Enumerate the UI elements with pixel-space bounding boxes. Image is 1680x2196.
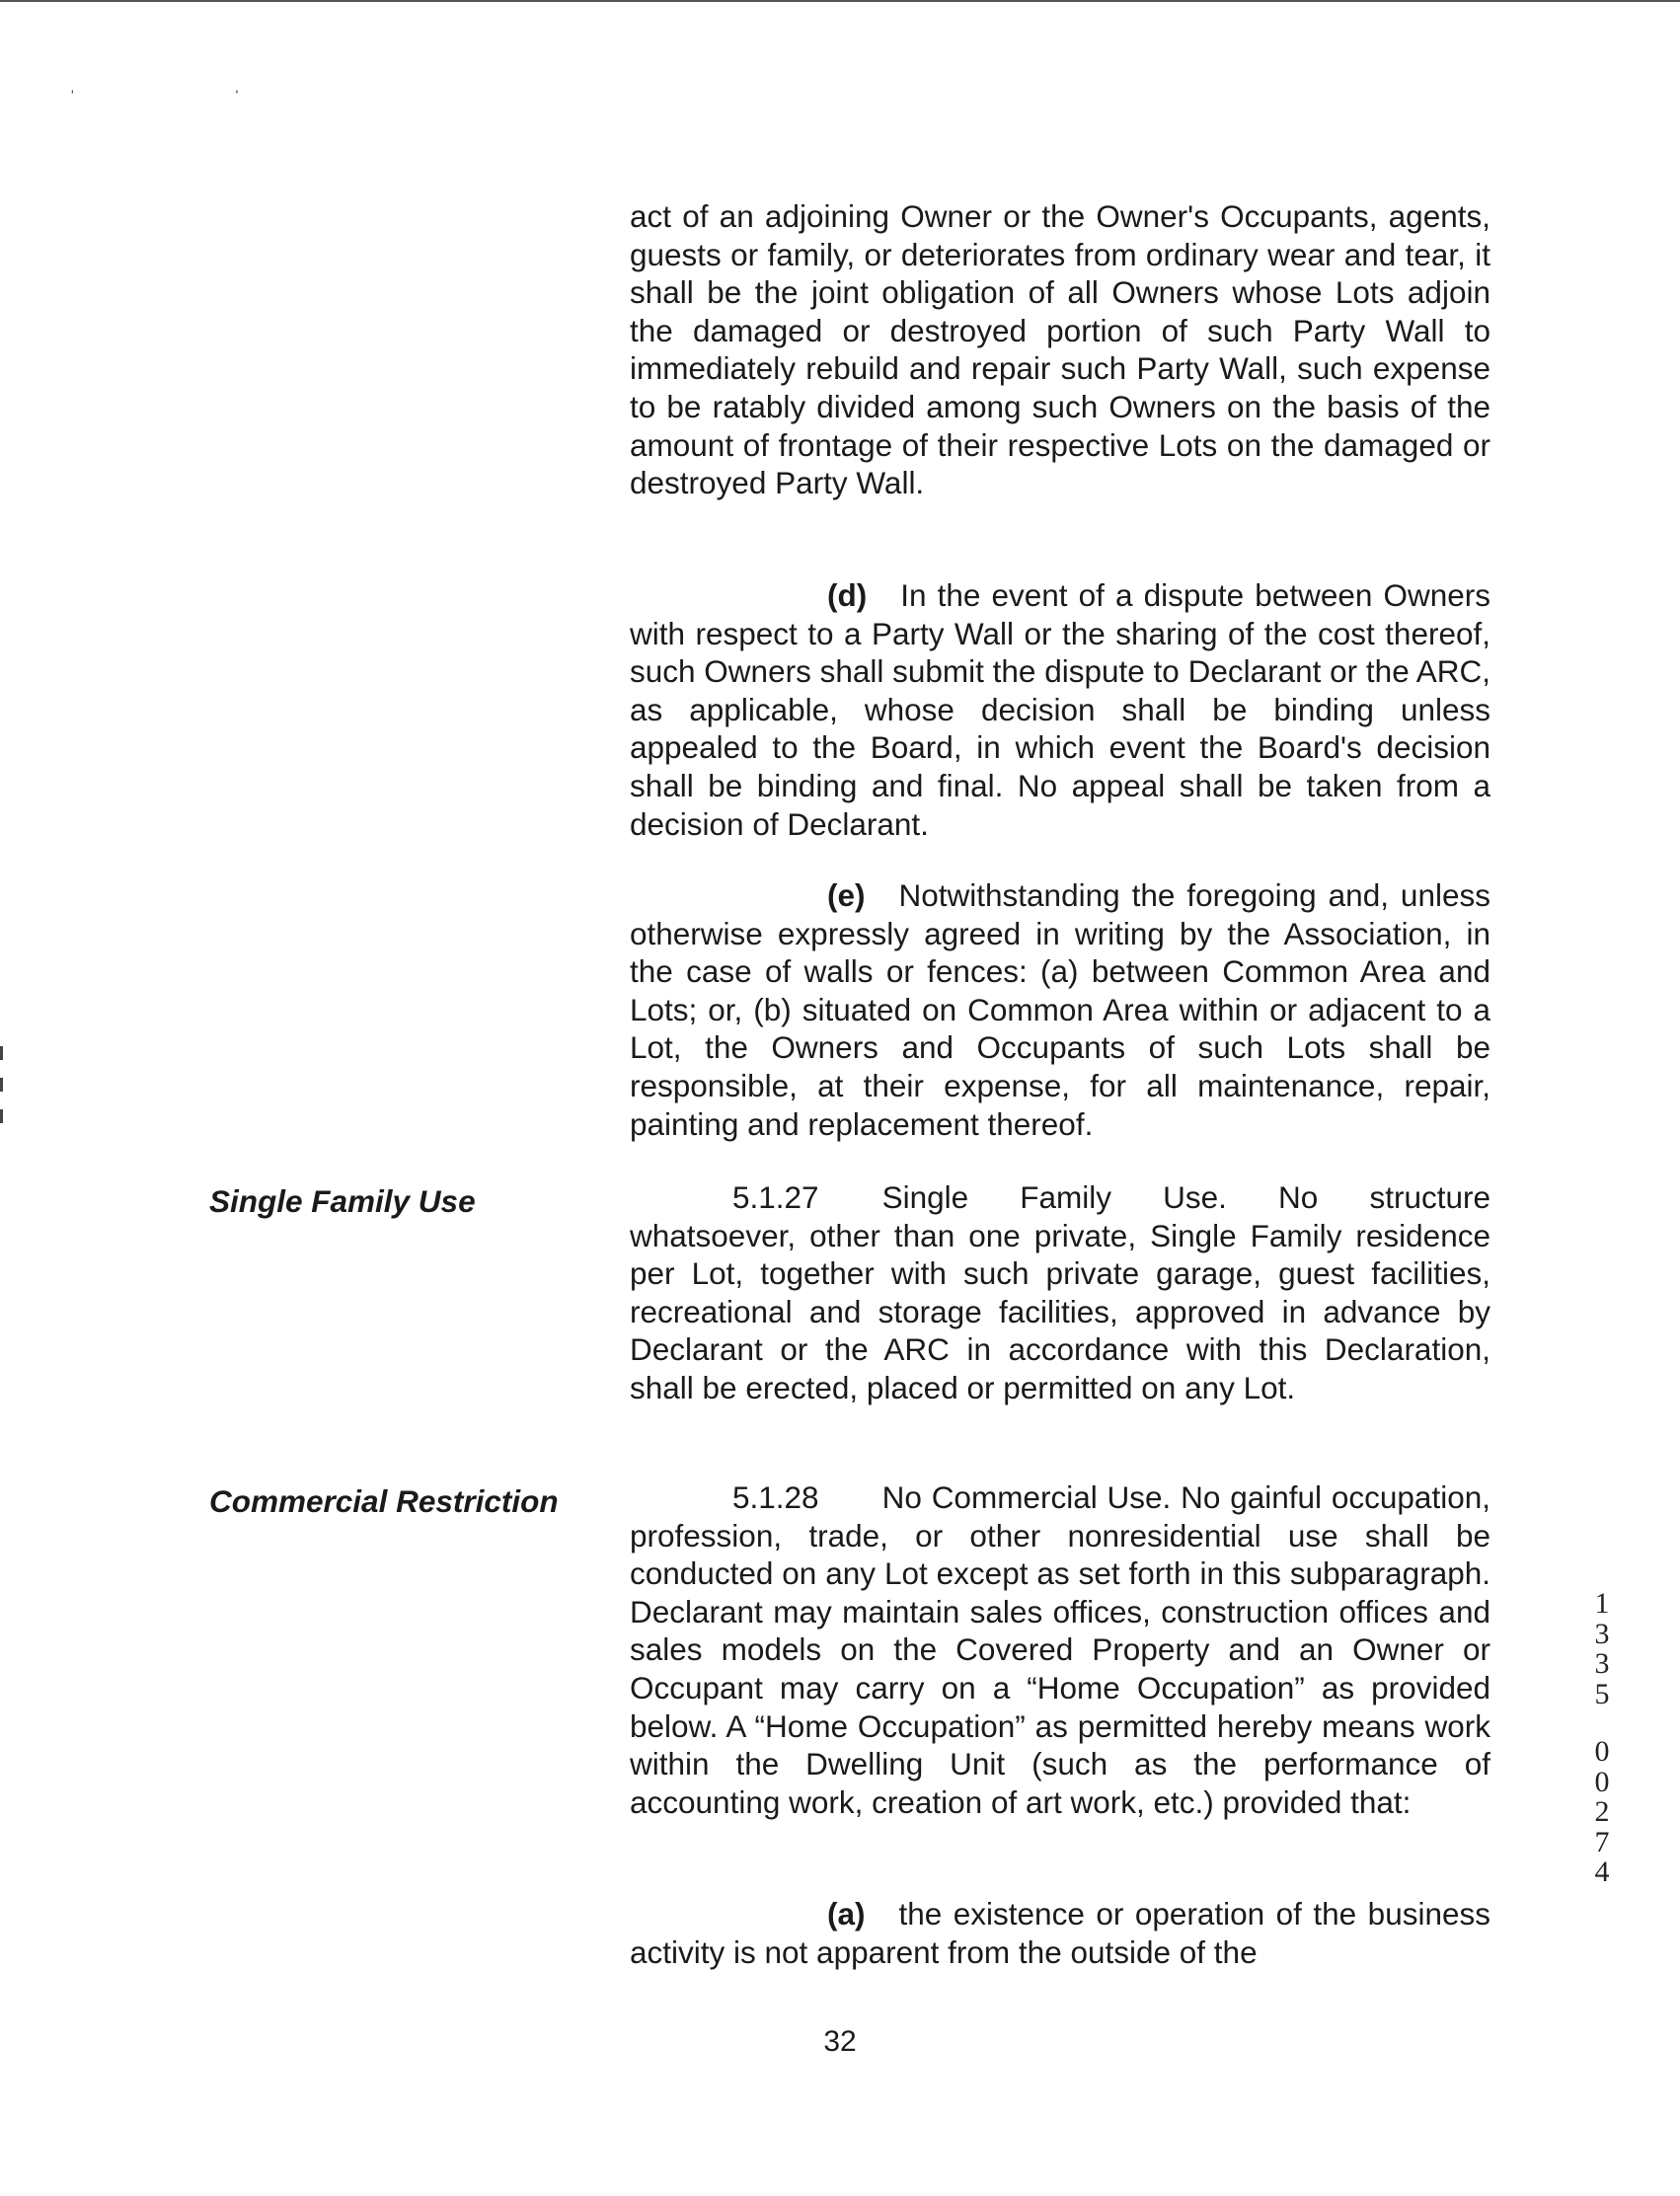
section-5-1-28 [630,1478,1490,1821]
paragraph-text: Notwithstanding the foregoing and, unless otherwise expressly agreed in writing by the Association, in the case of walls or fences: (a) between Common Area and Lots; or, (b) situated on Common Area within or adjacent to a Lot, the Owners and Occupants of such Lots shall be responsible, at their expense, for all maintenance, repair, painting and replacement thereof. [630,877,1490,1142]
paragraph-a [630,1895,1490,1971]
stamp-digit: 2 [1594,1795,1610,1828]
paragraph-text: the existence or operation of the business activity is not apparent from the outside of the [630,1896,1490,1970]
section-number: 5.1.27 [732,1179,819,1215]
binding-mark [0,1078,3,1092]
binding-marks [0,1046,3,1165]
paragraph-text: In the event of a dispute between Owners with respect to a Party Wall or the sharing of the cost thereof, such Owners shall submit the dispute to Declarant or the ARC, as applicable, whose decision shall be binding unless appealed to the Board, in which event the Board's decision shall be binding and final. No appeal shall be taken from a decision of Declarant. [630,577,1490,842]
stamp-digit: 3 [1594,1617,1610,1650]
stamp-digit: 3 [1594,1647,1610,1680]
stamp-digit: 0 [1594,1765,1610,1798]
recording-number-stamp [1582,1589,1622,1888]
stamp-digit: 5 [1594,1677,1610,1710]
stamp-digit: 4 [1594,1855,1610,1888]
paragraph-text: Single Family Use. No structure whatsoever, other than one private, Single Family residence per Lot, together with such private garage, guest facilities, recreational and storage facilities, approved in advance by Declarant or the ARC in accordance with this Declaration, shall be erected, placed or permitted on any Lot. [630,1179,1490,1405]
side-heading-commercial-restriction: Commercial Restriction [209,1483,559,1519]
section-number: 5.1.28 [732,1479,819,1515]
scan-specks: ' ' [71,87,318,103]
paragraph-c-continuation [630,197,1490,502]
page-top-edge [0,0,1680,2]
subsection-label: (d) [827,577,868,613]
paragraph-text: act of an adjoining Owner or the Owner's Occupants, agents, guests or family, or deteriorates from ordinary wear and tear, it shall be the joint obligation of all Owners whose Lots adjoin the damaged or destroyed portion of such Party Wall to immediately rebuild and repair such Party Wall, such expense to be ratably divided among such Owners on the basis of the amount of frontage of their respective Lots on the damaged or destroyed Party Wall. [630,198,1490,501]
paragraph-d [630,576,1490,843]
stamp-gap [1582,1709,1622,1737]
stamp-digit: 7 [1594,1825,1610,1858]
paragraph-e [630,876,1490,1143]
binding-mark [0,1046,3,1060]
side-heading-single-family-use: Single Family Use [209,1183,476,1219]
stamp-digit: 0 [1594,1735,1610,1768]
section-5-1-27 [630,1178,1490,1407]
page-number: 32 [823,2025,857,2058]
stamp-digit: 1 [1594,1587,1610,1620]
subsection-label: (e) [827,877,866,913]
binding-mark [0,1109,3,1123]
subsection-label: (a) [827,1896,866,1931]
paragraph-text: No Commercial Use. No gainful occupation, profession, trade, or other nonresidential use shall be conducted on any Lot except as set forth in this subparagraph. Declarant may maintain sales offices, construction offices and sales models on the Covered Property and an Owner or Occupant may carry on a “Home Occupation” as provided below. A “Home Occupation” as permitted hereby means work within the Dwelling Unit (such as the performance of accounting work, creation of art work, etc.) provided that: [630,1479,1490,1820]
